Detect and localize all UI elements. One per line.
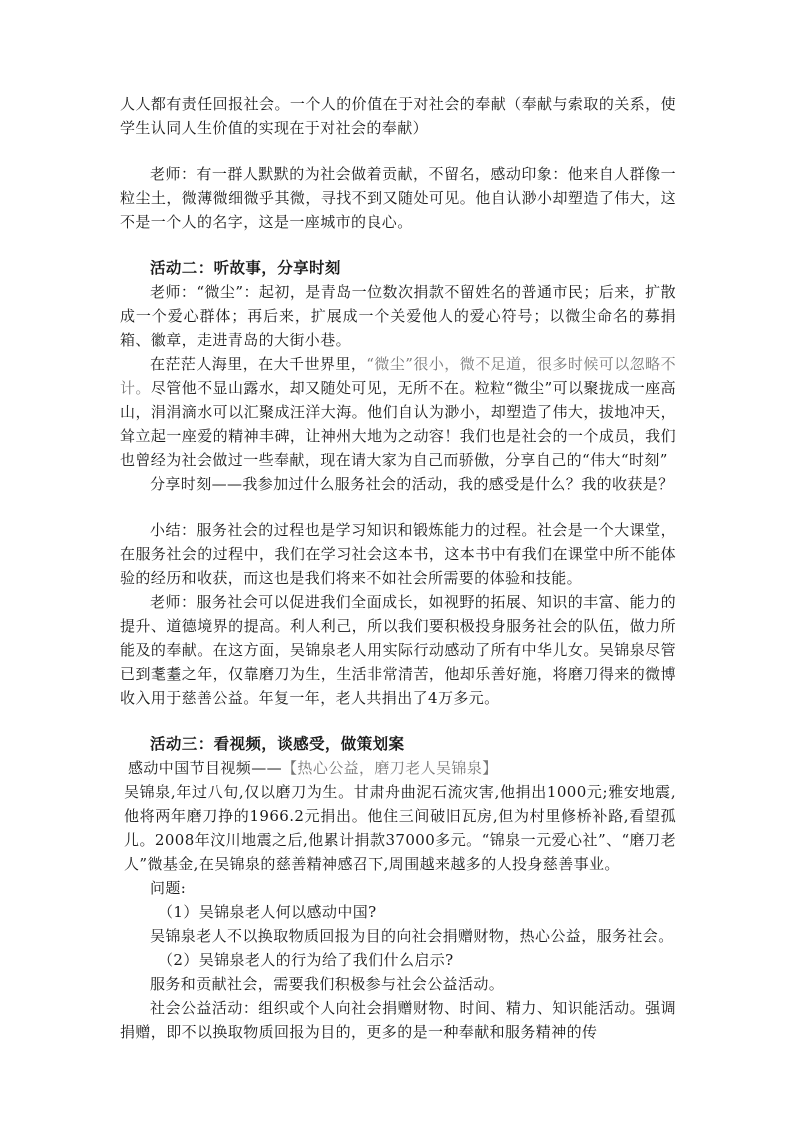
section-heading: 活动三：看视频，谈感受，做策划案	[150, 734, 405, 753]
answer: 吴锦泉老人不以换取物质回报为目的向社会捐赠财物，热心公益，服务社会。	[150, 927, 674, 945]
paragraph: 社会公益活动：组织或个人向社会捐赠财物、时间、精力、知识能活动。强调捐赠，即不以换取物质回报为目的，更多的是一种奉献和服务精神的传	[120, 999, 676, 1041]
paragraph: 小结：服务社会的过程也是学习知识和锻炼能力的过程。社会是一个大课堂，在服务社会的过程中，我们在学习社会这本书，这本书中有我们在课堂中所不能体验的经历和收获，而这也是我们将来不如社会所需要的体验和技能。	[120, 521, 676, 587]
question: （2）吴锦泉老人的行为给了我们什么启示?	[158, 951, 454, 969]
paragraph: 吴锦泉,年过八旬,仅以磨刀为生。甘肃舟曲泥石流灾害,他捐出1000元;雅安地震,他将两年磨刀挣的1966.2元捐出。他住三间破旧瓦房,但为村里修桥补路,看望孤儿。2008年汶川地震之后,他累计捐款37000多元。“锦泉一元爱心社”、“磨刀老人”微基金,在吴锦泉的慈善精神感召下,周围越来越多的人投身慈善事业。	[124, 783, 676, 873]
section-heading: 活动二：听故事，分享时刻	[150, 258, 341, 277]
highlighted-text: 【热心公益，磨刀老人吴锦泉】	[282, 759, 498, 777]
paragraph: 问题:	[150, 879, 187, 897]
document-page	[120, 92, 676, 1044]
answer: 服务和贡献社会，需要我们积极参与社会公益活动。	[150, 975, 505, 993]
text-run: 感动中国节目视频——	[128, 759, 283, 777]
question: （1）吴锦泉老人何以感动中国?	[158, 903, 377, 921]
paragraph: 分享时刻——我参加过什么服务社会的活动，我的感受是什么？我的收获是？	[150, 475, 674, 493]
paragraph	[120, 352, 676, 472]
paragraph: 老师：服务社会可以促进我们全面成长，如视野的拓展、知识的丰富、能力的提升、道德境界的提高。利人利己，所以我们要积极投身服务社会的队伍，做力所能及的奉献。在这方面，吴锦泉老人用实际行动感动了所有中华儿女。吴锦泉尽管已到耄耋之年，仅靠磨刀为生，生活非常清苦，他却乐善好施，将磨刀得来的微博收入用于慈善公益。年复一年，老人共捐出了4万多元。	[120, 593, 676, 707]
text-run: 尽管他不显山露水，却又随处可见，无所不在。粒粒“微尘”可以聚拢成一座高山，涓涓滴水可以汇聚成汪洋大海。他们自认为渺小，却塑造了伟大，拔地冲天，耸立起一座爱的精神丰碑，让神州大地为之动容！我们也是社会的一个成员，我们也曾经为社会做过一些奉献，现在请大家为自己而骄傲，分享自己的“伟大“时刻”	[120, 379, 676, 469]
text-run: 在茫茫人海里，在大千世界里，	[150, 355, 367, 373]
highlighted-text: “微尘”很小，微不足道，很多时候可以忽略不计。	[120, 355, 676, 397]
paragraph	[120, 756, 676, 780]
paragraph: 老师：有一群人默默的为社会做着贡献，不留名，感动印象：他来自人群像一粒尘土，微薄微细微乎其微，寻找不到又随处可见。他自认渺小却塑造了伟大，这不是一个人的名字，这是一座城市的良心。	[120, 165, 676, 231]
paragraph: 老师：“微尘”：起初，是青岛一位数次捐款不留姓名的普通市民；后来，扩散成一个爱心群体；再后来，扩展成一个关爱他人的爱心符号；以微尘命名的募捐箱、徽章，走进青岛的大街小巷。	[120, 283, 676, 349]
paragraph: 人人都有责任回报社会。一个人的价值在于对社会的奉献（奉献与索取的关系，使学生认同人生价值的实现在于对社会的奉献）	[120, 95, 676, 137]
